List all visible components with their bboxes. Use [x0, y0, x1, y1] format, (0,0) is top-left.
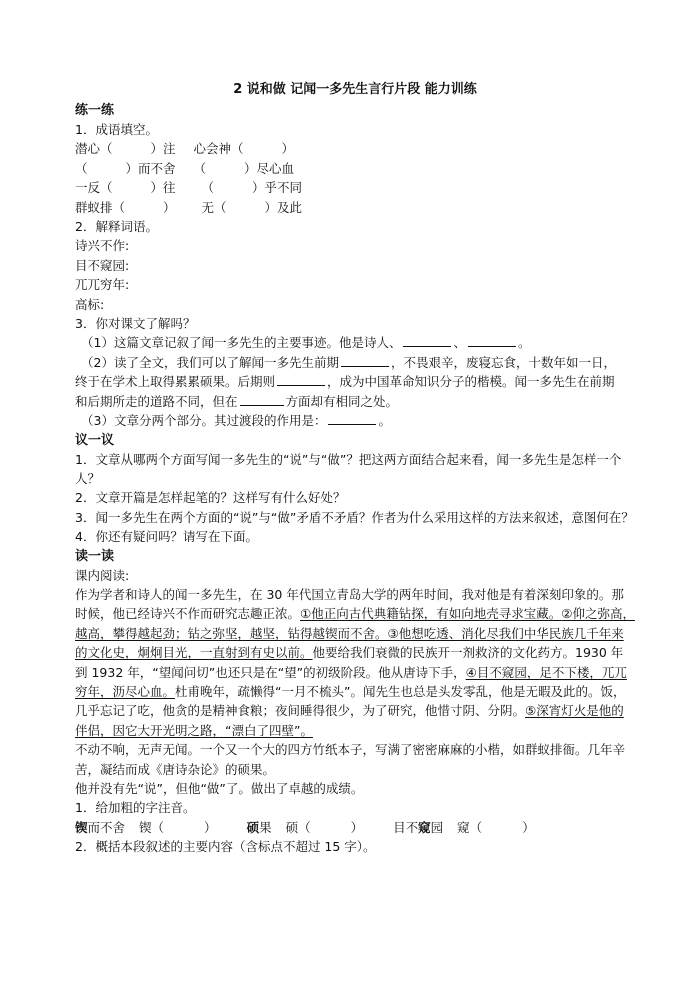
idiom-text: ）及此	[264, 199, 303, 215]
bold-char: 窥	[418, 819, 431, 835]
answer-blank[interactable]	[277, 373, 325, 386]
reading-q1-heading: 1．给加粗的字注音。	[75, 800, 196, 816]
word-text: 锲（	[139, 819, 165, 835]
term-item: 诗兴不作:	[75, 238, 130, 254]
underlined-sentence: ③他想吃透、消化尽我们中华民族几千年来的文化史，炯炯目光，一直射到有史以前。	[75, 625, 624, 661]
answer-blank[interactable]	[240, 393, 284, 406]
bold-char: 硕	[246, 819, 260, 835]
reading-q2: 2．概括本段叙述的主要内容（含标点不超过 15 字）。	[75, 839, 376, 855]
answer-blank[interactable]	[468, 334, 516, 347]
idiom-text: （	[201, 180, 215, 196]
q3-text: （3）文章分两个部分。其过渡段的作用是：	[81, 413, 327, 429]
discuss-question: 3．闻一多先生在两个方面的“说”与“做”矛盾不矛盾？作者为什么采用这样的方法来叙述，意图何在？	[75, 509, 634, 525]
word-text: 果	[259, 819, 272, 835]
bold-char: 锲	[75, 819, 88, 835]
discuss-question: 2．文章开篇是怎样起笔的？这样写有什么好处？	[75, 490, 346, 506]
word-text: 而不舍	[87, 819, 126, 835]
q3-text: 终于在学术上取得累累硕果。后期则	[75, 374, 276, 390]
q3-sub-2-cont	[75, 392, 635, 411]
q3-sub-1	[75, 333, 635, 352]
q3-text: 和后期所走的道路不同，但在	[75, 393, 238, 409]
q2-heading: 2．解释词语。	[75, 219, 158, 235]
reading-text: 杜甫晚年，疏懒得“一月不梳头”。闻先生也总是头发零乱，他是无暇及此的。饭，几乎忘记了吃，他贪的是精神食粮；夜间睡得很少，为了研究，他惜寸阴、分阴。	[75, 683, 626, 719]
q3-sub-3	[75, 411, 635, 430]
term-item: 兀兀穷年:	[75, 277, 130, 293]
word-text: 目不	[393, 819, 419, 835]
idiom-text: ）乎不同	[252, 180, 303, 196]
reading-paragraph-1	[75, 585, 635, 740]
page-title: 2 说和做 记闻一多先生言行片段 能力训练	[233, 82, 477, 97]
word-text: ）	[204, 819, 217, 835]
idiom-text: ）注	[150, 141, 176, 157]
idiom-text: ）而不舍	[125, 160, 176, 176]
idiom-text: （	[75, 160, 88, 176]
reading-label: 课内阅读:	[75, 567, 130, 583]
idiom-text: 群蚁排（	[75, 199, 126, 215]
underlined-sentence: ⑤深宵灯火是他的伴侣，因它大开光明之路，“漂白了四壁”。	[75, 703, 624, 738]
q1-heading: 1．成语填空。	[75, 122, 158, 137]
section-heading-discuss: 议一议	[75, 432, 115, 448]
underlined-sentence: ①他正向古代典籍钻探，有如向地壳寻求宝藏。	[300, 606, 562, 622]
term-item: 目不窥园:	[75, 257, 130, 273]
q3-text: 、	[453, 335, 466, 351]
idiom-row-1	[75, 139, 635, 158]
term-item: 高标:	[75, 296, 105, 312]
idiom-text: 潜心（	[75, 141, 113, 157]
answer-blank[interactable]	[328, 412, 376, 425]
idiom-row-3	[75, 178, 635, 197]
q3-text: 。	[378, 413, 391, 429]
idiom-row-4	[75, 198, 635, 217]
idiom-text: ）	[163, 199, 176, 215]
q3-text: 。	[517, 335, 531, 351]
idiom-text: ）往	[150, 180, 176, 196]
q3-text: （1）这篇文章记叙了闻一多先生的主要事迹。他是诗人、	[81, 335, 402, 351]
reading-text: 他要给我们衰微的民族开一剂救济的文化药方。1930 年到 1932 年，“望闻问切”也还只是在“望”的初级阶段。他从唐诗下手，	[75, 645, 624, 680]
reading-text: 作为学者和诗人的闻一多先生，在 30 年代国立青岛大学的两年时间，我对他是有着深刻印象的。那时候，他已经诗兴不作而研究志趣正浓。	[75, 586, 624, 622]
word-text: 园	[430, 819, 444, 835]
idiom-text: 一反（	[75, 180, 113, 196]
q3-sub-2-cont	[75, 372, 635, 391]
word-text: 窥（	[457, 819, 483, 835]
idiom-text: 无（	[201, 199, 227, 215]
q3-text: ，不畏艰辛，废寝忘食，十数年如一日，	[390, 354, 616, 370]
word-text: ）	[522, 819, 535, 835]
idiom-text: ）	[281, 141, 295, 157]
q3-text: （2）读了全文，我们可以了解闻一多先生前期	[81, 354, 339, 370]
discuss-question: 4．你还有疑问吗？请写在下面。	[75, 529, 258, 545]
q3-heading: 3．你对课文了解吗？	[75, 316, 196, 332]
underlined-sentence: ②仰之弥高，越高，攀得越起劲；钻之弥坚，越坚，钻得越锲而不舍。	[75, 606, 635, 641]
q3-text: 方面却有相同之处。	[285, 393, 399, 409]
discuss-question: 1．文章从哪两个方面写闻一多先生的“说”与“做”？把这两方面结合起来看，闻一多先生是怎样一个人？	[75, 451, 622, 486]
idiom-text: （	[193, 160, 207, 176]
q3-sub-2	[75, 353, 635, 372]
answer-blank[interactable]	[403, 334, 451, 347]
word-text: 硕（	[285, 819, 311, 835]
idiom-text: 心会神（	[193, 141, 244, 157]
answer-blank[interactable]	[341, 354, 389, 367]
q3-text: ，成为中国革命知识分子的楷模。闻一多先生在前期	[327, 374, 615, 390]
pinyin-row	[75, 818, 635, 837]
underlined-sentence: ④目不窥园，足不下楼，兀兀穷年，沥尽心血。	[75, 664, 627, 699]
reading-paragraph-3: 他并没有先“说”，但他“做”了。做出了卓越的成绩。	[75, 781, 364, 796]
idiom-row-2	[75, 159, 635, 178]
idiom-text: ）尽心血	[244, 160, 295, 176]
word-text: ）	[350, 819, 364, 835]
section-heading-read: 读一读	[75, 548, 115, 564]
document-page	[75, 78, 635, 857]
section-heading-practice: 练一练	[75, 103, 115, 118]
reading-paragraph-2: 不动不响，无声无闻。一个又一个大的四方竹纸本子，写满了密密麻麻的小楷，如群蚁排衙。几年辛苦，凝结而成《唐诗杂论》的硕果。	[75, 742, 626, 777]
